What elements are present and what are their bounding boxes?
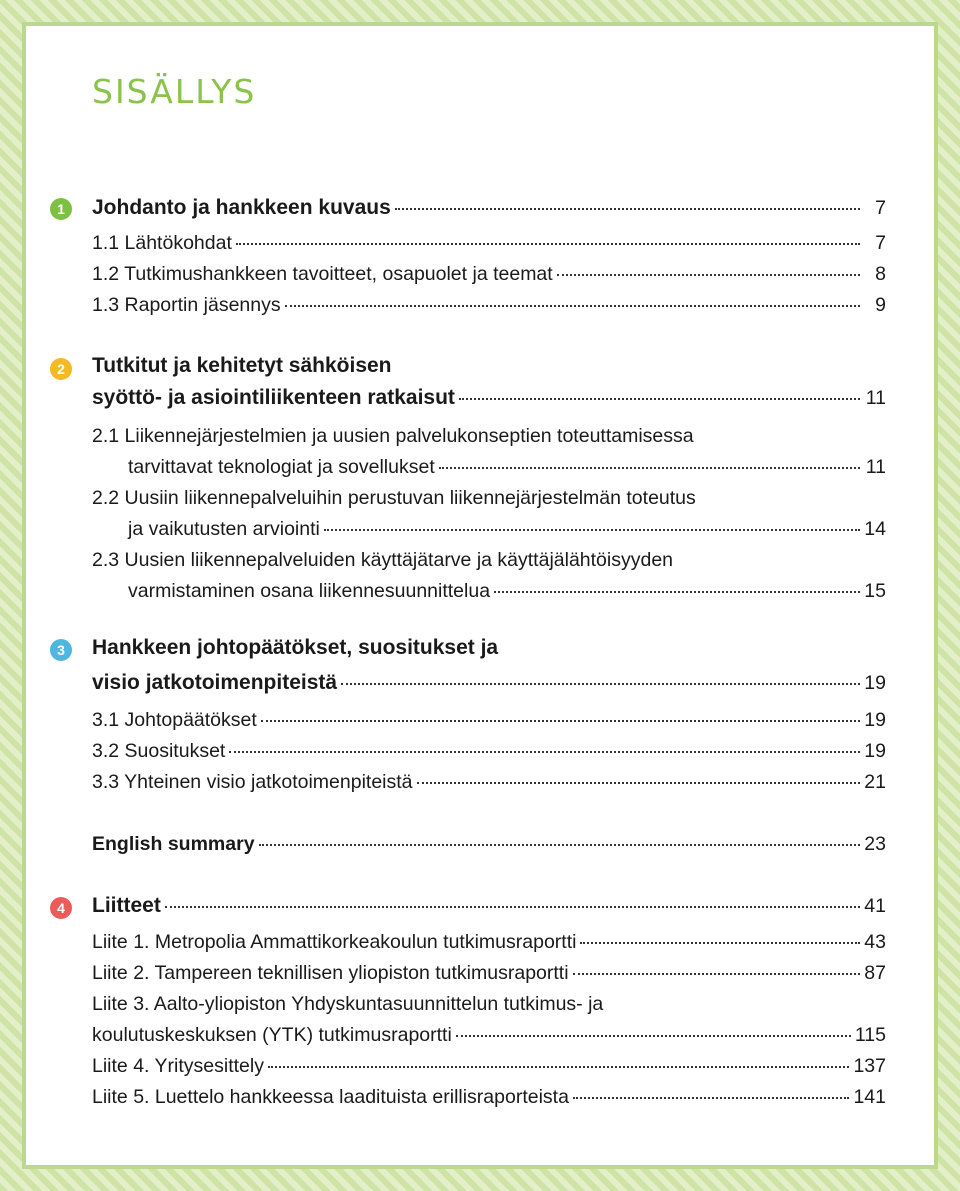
chapter-2-title-line-1[interactable]: Tutkitut ja kehitetyt sähköisen	[92, 354, 392, 377]
dot-leader	[573, 1097, 850, 1099]
dot-leader	[494, 591, 860, 593]
chapter-3-title: visio jatkotoimenpiteistä	[92, 671, 338, 694]
entry-label: koulutuskeskuksen (YTK) tutkimusraportti	[92, 1024, 452, 1046]
toc-entry-4-5[interactable]	[92, 1085, 886, 1109]
toc-entry-4-3-line-1[interactable]: Liite 3. Aalto-yliopiston Yhdyskuntasuunnittelun tutkimus- ja	[92, 993, 604, 1015]
toc-chapter-3[interactable]	[92, 671, 886, 695]
chapter-2-badge: 2	[50, 358, 72, 380]
toc-entry-4-3[interactable]	[92, 1023, 886, 1047]
entry-page: 9	[875, 294, 886, 316]
entry-page: 14	[864, 518, 886, 540]
toc-chapter-1[interactable]	[92, 196, 886, 220]
dot-leader	[557, 274, 860, 276]
chapter-2-page: 11	[865, 387, 886, 409]
entry-page: 19	[864, 740, 886, 762]
english-summary-title: English summary	[92, 833, 255, 855]
entry-page: 141	[853, 1086, 886, 1108]
entry-page: 19	[864, 709, 886, 731]
entry-label: 1.3 Raportin jäsennys	[92, 294, 281, 316]
chapter-1-title: Johdanto ja hankkeen kuvaus	[92, 196, 391, 219]
dot-leader	[165, 906, 860, 908]
entry-label: 1.1 Lähtökohdat	[92, 232, 232, 254]
chapter-1-badge: 1	[50, 198, 72, 220]
toc-entry-1-2[interactable]	[92, 262, 886, 286]
entry-label: 3.2 Suositukset	[92, 740, 226, 762]
chapter-3-page: 19	[864, 672, 886, 694]
toc-entry-4-1[interactable]	[92, 930, 886, 954]
toc-english-summary[interactable]	[92, 832, 886, 856]
toc-entry-1-3[interactable]	[92, 293, 886, 317]
entry-label: tarvittavat teknologiat ja sovellukset	[128, 456, 435, 478]
dot-leader	[580, 942, 860, 944]
toc-entry-2-3-line-1[interactable]: 2.3 Uusien liikennepalveluiden käyttäjätarve ja käyttäjälähtöisyyden	[92, 549, 674, 571]
toc-chapter-4[interactable]	[92, 894, 886, 918]
chapter-3-badge: 3	[50, 639, 72, 661]
dot-leader	[341, 683, 860, 685]
dot-leader	[236, 243, 860, 245]
dot-leader	[268, 1066, 849, 1068]
entry-page: 115	[854, 1024, 886, 1046]
dot-leader	[261, 720, 860, 722]
dot-leader	[285, 305, 860, 307]
chapter-3-title-line-1[interactable]: Hankkeen johtopäätökset, suositukset ja	[92, 636, 499, 659]
toc-entry-1-1[interactable]	[92, 231, 886, 255]
entry-label: ja vaikutusten arviointi	[128, 518, 320, 540]
entry-label: Liite 2. Tampereen teknillisen yliopiston tutkimusraportti	[92, 962, 569, 984]
toc-entry-2-3[interactable]	[128, 579, 886, 603]
chapter-4-badge: 4	[50, 897, 72, 919]
entry-page: 137	[853, 1055, 886, 1077]
entry-page: 8	[875, 263, 886, 285]
toc-entry-4-2[interactable]	[92, 961, 886, 985]
english-summary-page: 23	[864, 833, 886, 855]
toc-entry-3-1[interactable]	[92, 708, 886, 732]
chapter-4-page: 41	[864, 895, 886, 917]
dot-leader	[459, 398, 860, 400]
entry-page: 21	[864, 771, 886, 793]
entry-label: 3.3 Yhteinen visio jatkotoimenpiteistä	[92, 771, 413, 793]
chapter-2-title: syöttö- ja asiointiliikenteen ratkaisut	[92, 386, 455, 409]
entry-label: Liite 1. Metropolia Ammattikorkeakoulun tutkimusraportti	[92, 931, 577, 953]
dot-leader	[417, 782, 860, 784]
chapter-1-page: 7	[875, 197, 886, 219]
dot-leader	[573, 973, 860, 975]
toc-entry-3-2[interactable]	[92, 739, 886, 763]
entry-label: Liite 5. Luettelo hankkeessa laadituista erillisraporteista	[92, 1086, 569, 1108]
dot-leader	[395, 208, 860, 210]
toc-chapter-2[interactable]	[92, 386, 886, 410]
entry-label: 3.1 Johtopäätökset	[92, 709, 257, 731]
entry-page: 43	[864, 931, 886, 953]
entry-page: 15	[864, 580, 886, 602]
dot-leader	[229, 751, 860, 753]
dot-leader	[259, 844, 860, 846]
toc-entry-2-2-line-1[interactable]: 2.2 Uusiin liikennepalveluihin perustuvan liikennejärjestelmän toteutus	[92, 487, 696, 509]
entry-page: 11	[865, 456, 886, 478]
page-title: SISÄLLYS	[92, 72, 257, 111]
toc-entry-3-3[interactable]	[92, 770, 886, 794]
dot-leader	[456, 1035, 851, 1037]
toc-entry-2-2[interactable]	[128, 517, 886, 541]
chapter-4-title: Liitteet	[92, 894, 161, 917]
toc-entry-4-4[interactable]	[92, 1054, 886, 1078]
entry-page: 7	[875, 232, 886, 254]
dot-leader	[439, 467, 860, 469]
entry-label: varmistaminen osana liikennesuunnittelua	[128, 580, 491, 602]
entry-label: 1.2 Tutkimushankkeen tavoitteet, osapuolet ja teemat	[92, 263, 553, 285]
toc-entry-2-1-line-1[interactable]: 2.1 Liikennejärjestelmien ja uusien palvelukonseptien toteuttamisessa	[92, 425, 694, 447]
entry-page: 87	[864, 962, 886, 984]
dot-leader	[324, 529, 860, 531]
toc-entry-2-1[interactable]	[128, 455, 886, 479]
entry-label: Liite 4. Yritysesittely	[92, 1055, 264, 1077]
